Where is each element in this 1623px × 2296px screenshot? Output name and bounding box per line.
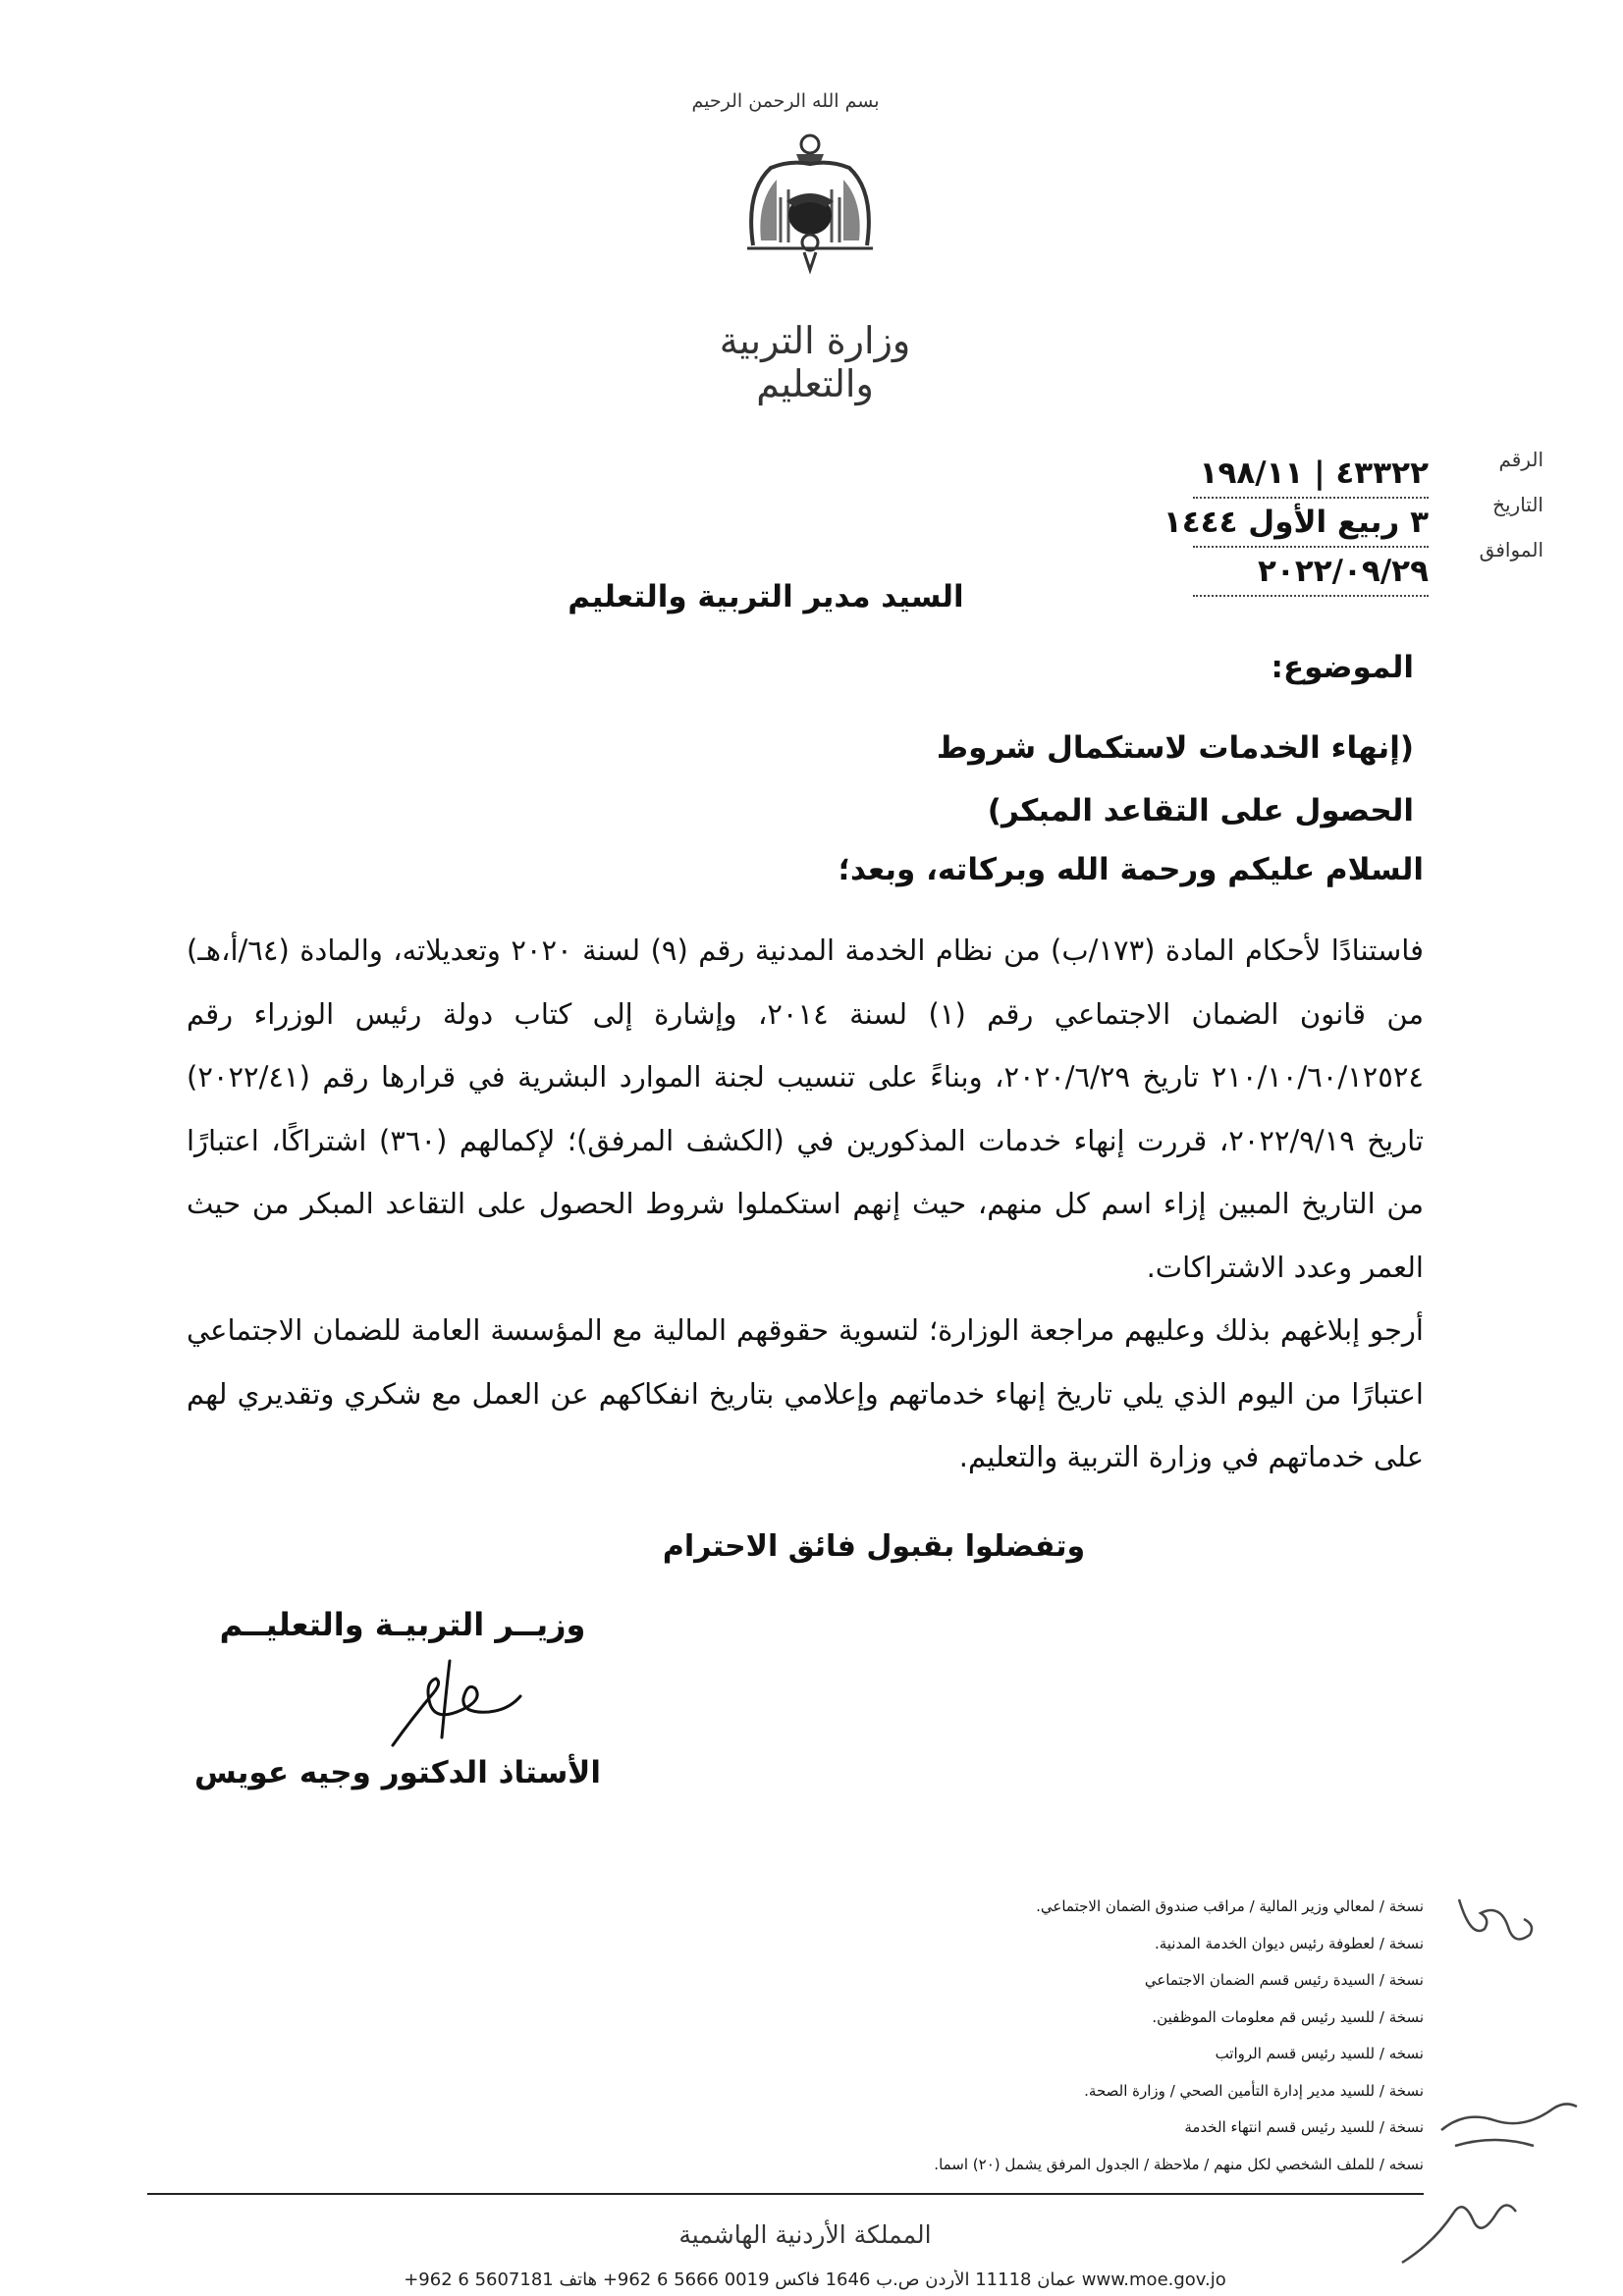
greeting: السلام عليكم ورحمة الله وبركاته، وبعد؛ [838,852,1424,887]
date-label: التاريخ [1492,493,1543,516]
subject-line-1: (إنهاء الخدمات لاستكمال شروط [936,730,1414,766]
body-paragraph-2: أرجو إبلاغهم بذلك وعليهم مراجعة الوزارة؛ لتسوية حقوقهم المالية مع المؤسسة العامة للضمان الاجتماعي اعتبارًا من اليوم الذي يلي تاريخ إنهاء خدماتهم وإعلامي بتاريخ انفكاكهم عن العمل مع شكري وتقديري لهم على خدماتهم في وزارة التربية والتعليم. [187,1313,1424,1473]
subject-text [569,717,1414,842]
copy-item: نسخة / للسيد رئيس قم معلومات الموظفين. [1152,2007,1424,2026]
copy-item: نسخة / لعطوفة رئيس ديوان الخدمة المدنية. [1154,1934,1424,1952]
signatory-name: الأستاذ الدكتور وجيه عويس [193,1755,602,1790]
subject-line-2: الحصول على التقاعد المبكر) [987,793,1414,828]
copy-item: نسخة / السيدة رئيس قسم الضمان الاجتماعي [1144,1971,1424,1989]
copy-item: نسخه / للملف الشخصي لكل منهم / ملاحظة / الجدول المرفق يشمل (٢٠) اسما. [934,2155,1424,2173]
subject-label: الموضوع: [1271,650,1414,685]
letter-body [187,919,1424,1489]
jordan-coat-of-arms-icon [731,133,889,280]
body-paragraph-1: فاستنادًا لأحكام المادة (١٧٣/ب) من نظام الخدمة المدنية رقم (٩) لسنة ٢٠٢٠ وتعديلاته، والمادة (٦٤/أ،هـ) من قانون الضمان الاجتماعي رقم (١) لسنة ٢٠١٤، وإشارة إلى كتاب دولة رئيس الوزراء رقم ٢١٠/١٠/٦٠/١٢٥٢٤ تاريخ ٢٠٢٠/٦/٢٩، وبناءً على تنسيب لجنة الموارد البشرية في قرارها رقم (٢٠٢٢/٤١) تاريخ ٢٠٢٢/٩/١٩، قررت إنهاء خدمات المذكورين في (الكشف المرفق)؛ لإكمالهم (٣٦٠) اشتراكًا، اعتبارًا من التاريخ المبين إزاء اسم كل منهم، حيث إنهم استكملوا شروط الحصول على التقاعد المبكر من حيث العمر وعدد الاشتراكات. [187,934,1425,1284]
recipient: السيد مدير التربية والتعليم [568,579,964,614]
corresponding-label: الموافق [1479,538,1543,561]
basmala: بسم الله الرحمن الرحيم [691,90,880,112]
handwritten-signature [373,1649,530,1757]
reference-labels [1435,437,1543,572]
ministry-name: وزارة التربية والتعليم [719,319,911,405]
handwritten-scribble-mark [1394,2184,1522,2272]
copies-list [844,1889,1424,2183]
reference-values [1163,450,1429,597]
footer-divider [147,2193,1424,2195]
number-value: ٤٣٣٢٢ | ١٩٨/١١ [1193,450,1429,499]
copy-item: نسخه / للسيد رئيس قسم الرواتب [1215,2045,1424,2062]
closing-line: وتفضلوا بقبول فائق الاحترام [662,1529,1086,1564]
copy-item: نسخة / للسيد رئيس قسم انتهاء الخدمة [1184,2118,1424,2136]
copy-item: نسخة / لمعالي وزير المالية / مراقب صندوق الضمان الاجتماعي. [1036,1897,1424,1915]
handwritten-note-mark [1435,2091,1583,2160]
signatory-title: وزيــر التربيـة والتعليــم [219,1606,586,1643]
footer-contact-info: www.moe.gov.jo عمان 11118 الأردن ص.ب 1646 فاكس 0019 5666 6 962+ هاتف 5607181 6 962+ [404,2269,1226,2290]
handwritten-initials-mark [1451,1890,1540,1958]
date-value: ٣ ربيع الأول ١٤٤٤ [1193,499,1429,548]
number-label: الرقم [1498,448,1543,471]
corresponding-value: ٢٠٢٢/٠٩/٢٩ [1193,548,1429,597]
copy-item: نسخة / للسيد مدير إدارة التأمين الصحي / وزارة الصحة. [1084,2081,1424,2100]
footer-country-name: المملكة الأردنية الهاشمية [678,2220,932,2249]
